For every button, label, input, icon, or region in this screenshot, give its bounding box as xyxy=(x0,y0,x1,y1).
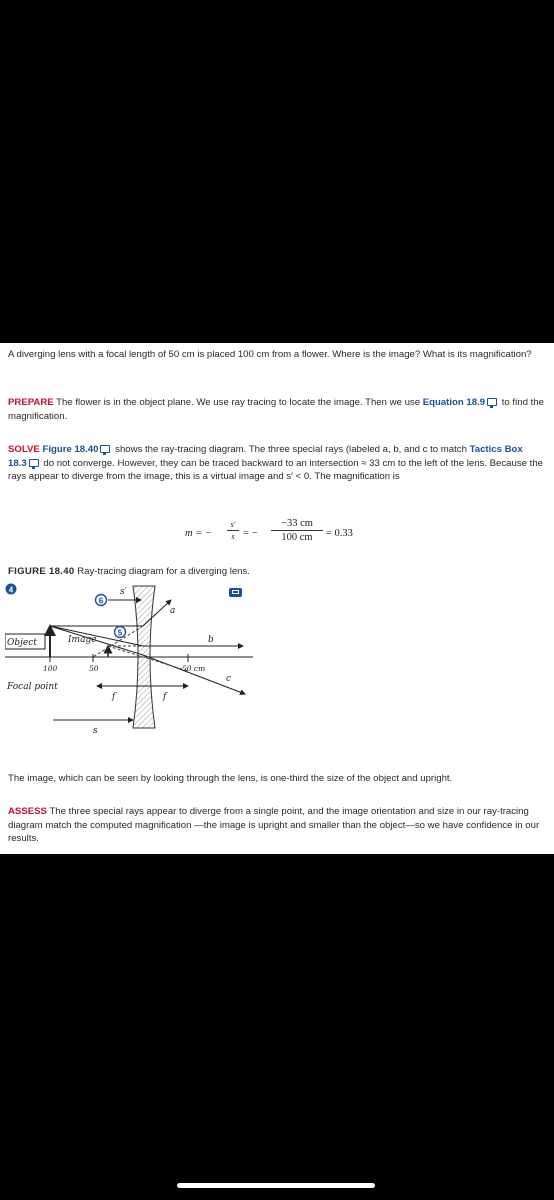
prepare-paragraph xyxy=(8,396,544,423)
s-prime-label: s′ xyxy=(120,587,127,597)
step-4-text: 4 xyxy=(8,585,14,595)
distance-50cm-label: 50 cm xyxy=(182,664,206,673)
image-label: Image xyxy=(68,635,97,645)
f-right-label: f xyxy=(163,692,167,702)
step-6-text: 6 xyxy=(98,596,104,606)
ray-c-label: c xyxy=(226,674,232,684)
object-label: Object xyxy=(7,638,37,648)
eq-den-2: 100 cm xyxy=(281,532,313,543)
distance-50-label: 50 xyxy=(89,664,99,673)
eq-den-1: s xyxy=(231,532,235,541)
eq-result: = 0.33 xyxy=(326,528,353,539)
s-label: s xyxy=(93,726,98,736)
problem-statement: A diverging lens with a focal length of 50 cm is placed 100 cm from a flower. Where is the image? What is its magnification? xyxy=(8,349,532,360)
distance-100-label: 100 xyxy=(43,664,58,673)
media-icon[interactable] xyxy=(100,445,110,453)
textbook-page xyxy=(0,343,554,854)
figure-number: FIGURE 18.40 xyxy=(8,566,75,577)
focal-point-label: Focal point xyxy=(7,682,58,692)
tactics-box-link[interactable]: Tactics Box 18.3 xyxy=(8,444,523,469)
prepare-after: to find the magnification. xyxy=(8,397,544,422)
figure-media-icon[interactable] xyxy=(229,588,242,597)
figure-title xyxy=(8,566,250,577)
eq-frac-1 xyxy=(227,520,239,541)
home-indicator[interactable] xyxy=(177,1183,375,1188)
eq-frac-2 xyxy=(271,518,323,543)
ray-diagram xyxy=(5,582,253,754)
step-5-text: 5 xyxy=(117,628,123,638)
ray-a-label: a xyxy=(170,606,176,616)
eq-num-2: −33 cm xyxy=(281,518,313,529)
result-paragraph: The image, which can be seen by looking through the lens, is one-third the size of the object and upright. xyxy=(8,773,453,784)
solve-label: SOLVE xyxy=(8,444,40,455)
media-icon[interactable] xyxy=(29,459,39,467)
assess-text: The three special rays appear to diverge from a single point, and the image orientation and size in our ray-tracing diagram match the computed magnification —the image is upright and smaller than the object—so we have confidence in our results. xyxy=(8,806,540,845)
ray-diagram-svg xyxy=(5,582,253,754)
ray-b-label: b xyxy=(208,635,214,645)
magnification-equation xyxy=(185,518,385,552)
solve-text-1: shows the ray-tracing diagram. The three special rays (labeled a, b, and c to match xyxy=(115,444,467,455)
solve-paragraph xyxy=(8,443,544,484)
figure-caption: Ray-tracing diagram for a diverging lens. xyxy=(77,566,250,577)
assess-label: ASSESS xyxy=(8,806,47,817)
f-left-label: f xyxy=(112,692,116,702)
prepare-label: PREPARE xyxy=(8,397,54,408)
eq-num-1: s′ xyxy=(230,520,236,529)
eq-eq2: = − xyxy=(243,528,258,539)
assess-paragraph xyxy=(8,805,544,846)
media-icon[interactable] xyxy=(487,398,497,406)
solve-text-2: do not converge. However, they can be traced backward to an intersection ≈ 33 cm to the left of the lens. Because the rays appear to diverge from the image, this is a virtual image and s′ < 0. The magnification is xyxy=(8,457,543,483)
eq-m: m = − xyxy=(185,528,213,539)
figure-link[interactable]: Figure 18.40 xyxy=(42,444,99,455)
equation-link[interactable]: Equation 18.9 xyxy=(422,397,486,408)
prepare-text: The flower is in the object plane. We use ray tracing to locate the image. Then we use xyxy=(56,397,421,408)
